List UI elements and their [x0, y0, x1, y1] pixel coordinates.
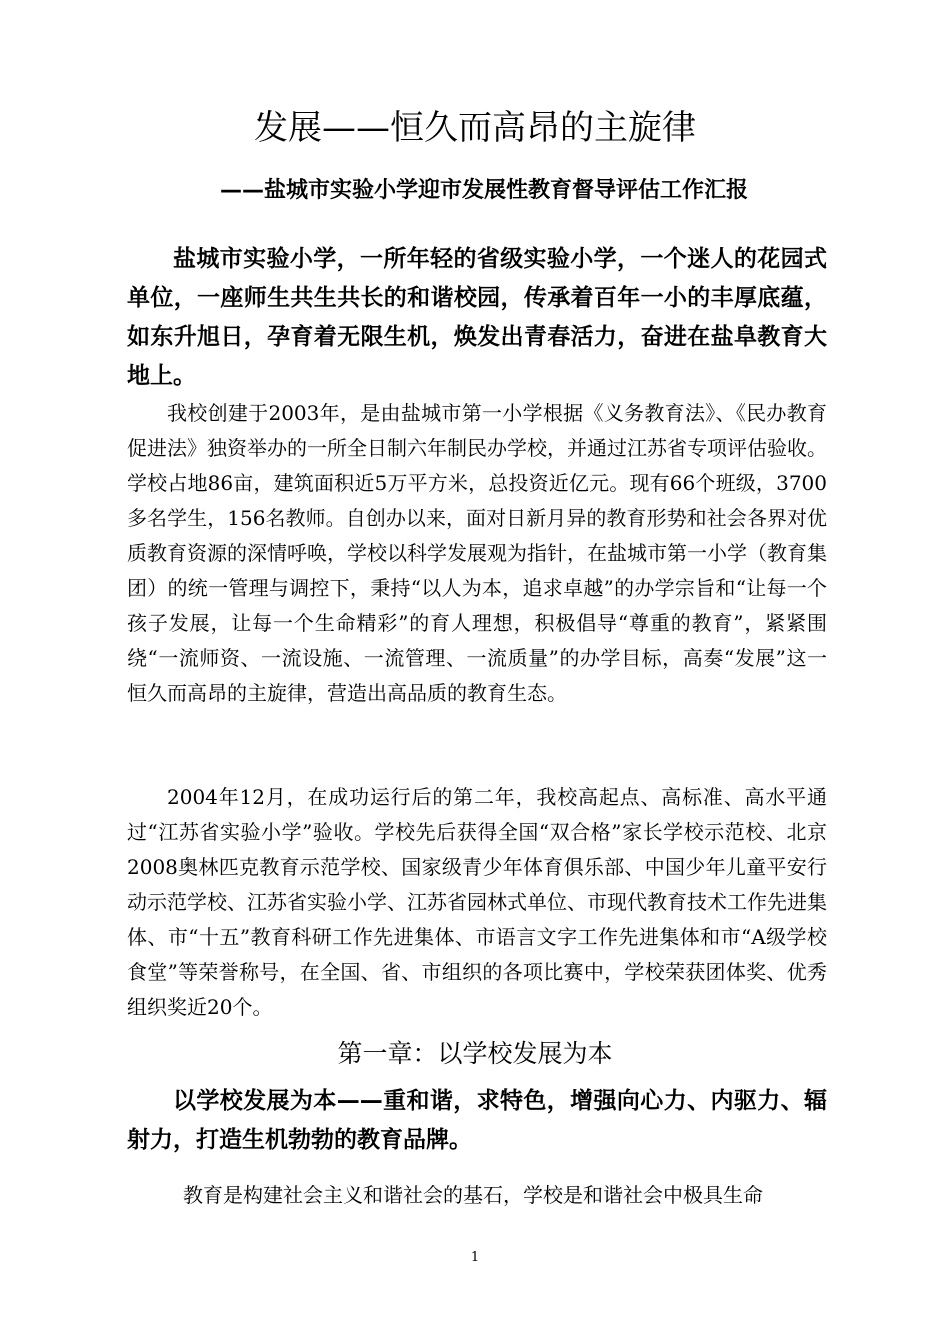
body-paragraph: 教育是构建社会主义和谐社会的基石，学校是和谐社会中极具生命 [183, 1183, 763, 1207]
document-title: 发展——恒久而高昂的主旋律 [254, 108, 696, 148]
chapter-lead-paragraph: 以学校发展为本——重和谐，求特色，增强向心力、内驱力、辐射力，打造生机勃勃的教育品牌。 [127, 1088, 827, 1153]
lead-paragraph: 盐城市实验小学，一所年轻的省级实验小学，一个迷人的花园式单位，一座师生共生共长的和谐校园，传承着百年一小的丰厚底蕴，如东升旭日，孕育着无限生机，焕发出青春活力，奋进在盐阜教育大地上。 [127, 246, 827, 389]
body-paragraph: 我校创建于2003年，是由盐城市第一小学根据《义务教育法》、《民办教育促进法》独资举办的一所全日制六年制民办学校，并通过江苏省专项评估验收。学校占地86亩，建筑面积近5万平方米，总投资近亿元。现有66个班级，3700多名学生，156名教师。自创办以来，面对日新月异的教育形势和社会各界对优质教育资源的深情呼唤，学校以科学发展观为指针，在盐城市第一小学（教育集团）的统一管理与调控下，秉持“以人为本，追求卓越”的办学宗旨和“让每一个孩子发展，让每一个生命精彩”的育人理想，积极倡导“尊重的教育”，紧紧围绕“一流师资、一流设施、一流管理、一流质量”的办学目标，高奏“发展”这一恒久而高昂的主旋律，营造出高品质的教育生态。 [127, 401, 827, 705]
page-number: 1 [470, 1250, 480, 1265]
chapter-heading: 第一章：以学校发展为本 [337, 1039, 613, 1068]
body-paragraph: 2004年12月，在成功运行后的第二年，我校高起点、高标准、高水平通过“江苏省实验小学”验收。学校先后获得全国“双合格”家长学校示范校、北京2008奥林匹克教育示范学校、国家级青少年体育俱乐部、中国少年儿童平安行动示范学校、江苏省实验小学、江苏省园林式单位、市现代教育技术工作先进集体、市“十五”教育科研工作先进集体、市语言文字工作先进集体和市“A级学校食堂”等荣誉称号，在全国、省、市组织的各项比赛中，学校荣获团体奖、优秀组织奖近20个。 [127, 785, 827, 1019]
document-subtitle: ——盐城市实验小学迎市发展性教育督导评估工作汇报 [220, 178, 749, 203]
